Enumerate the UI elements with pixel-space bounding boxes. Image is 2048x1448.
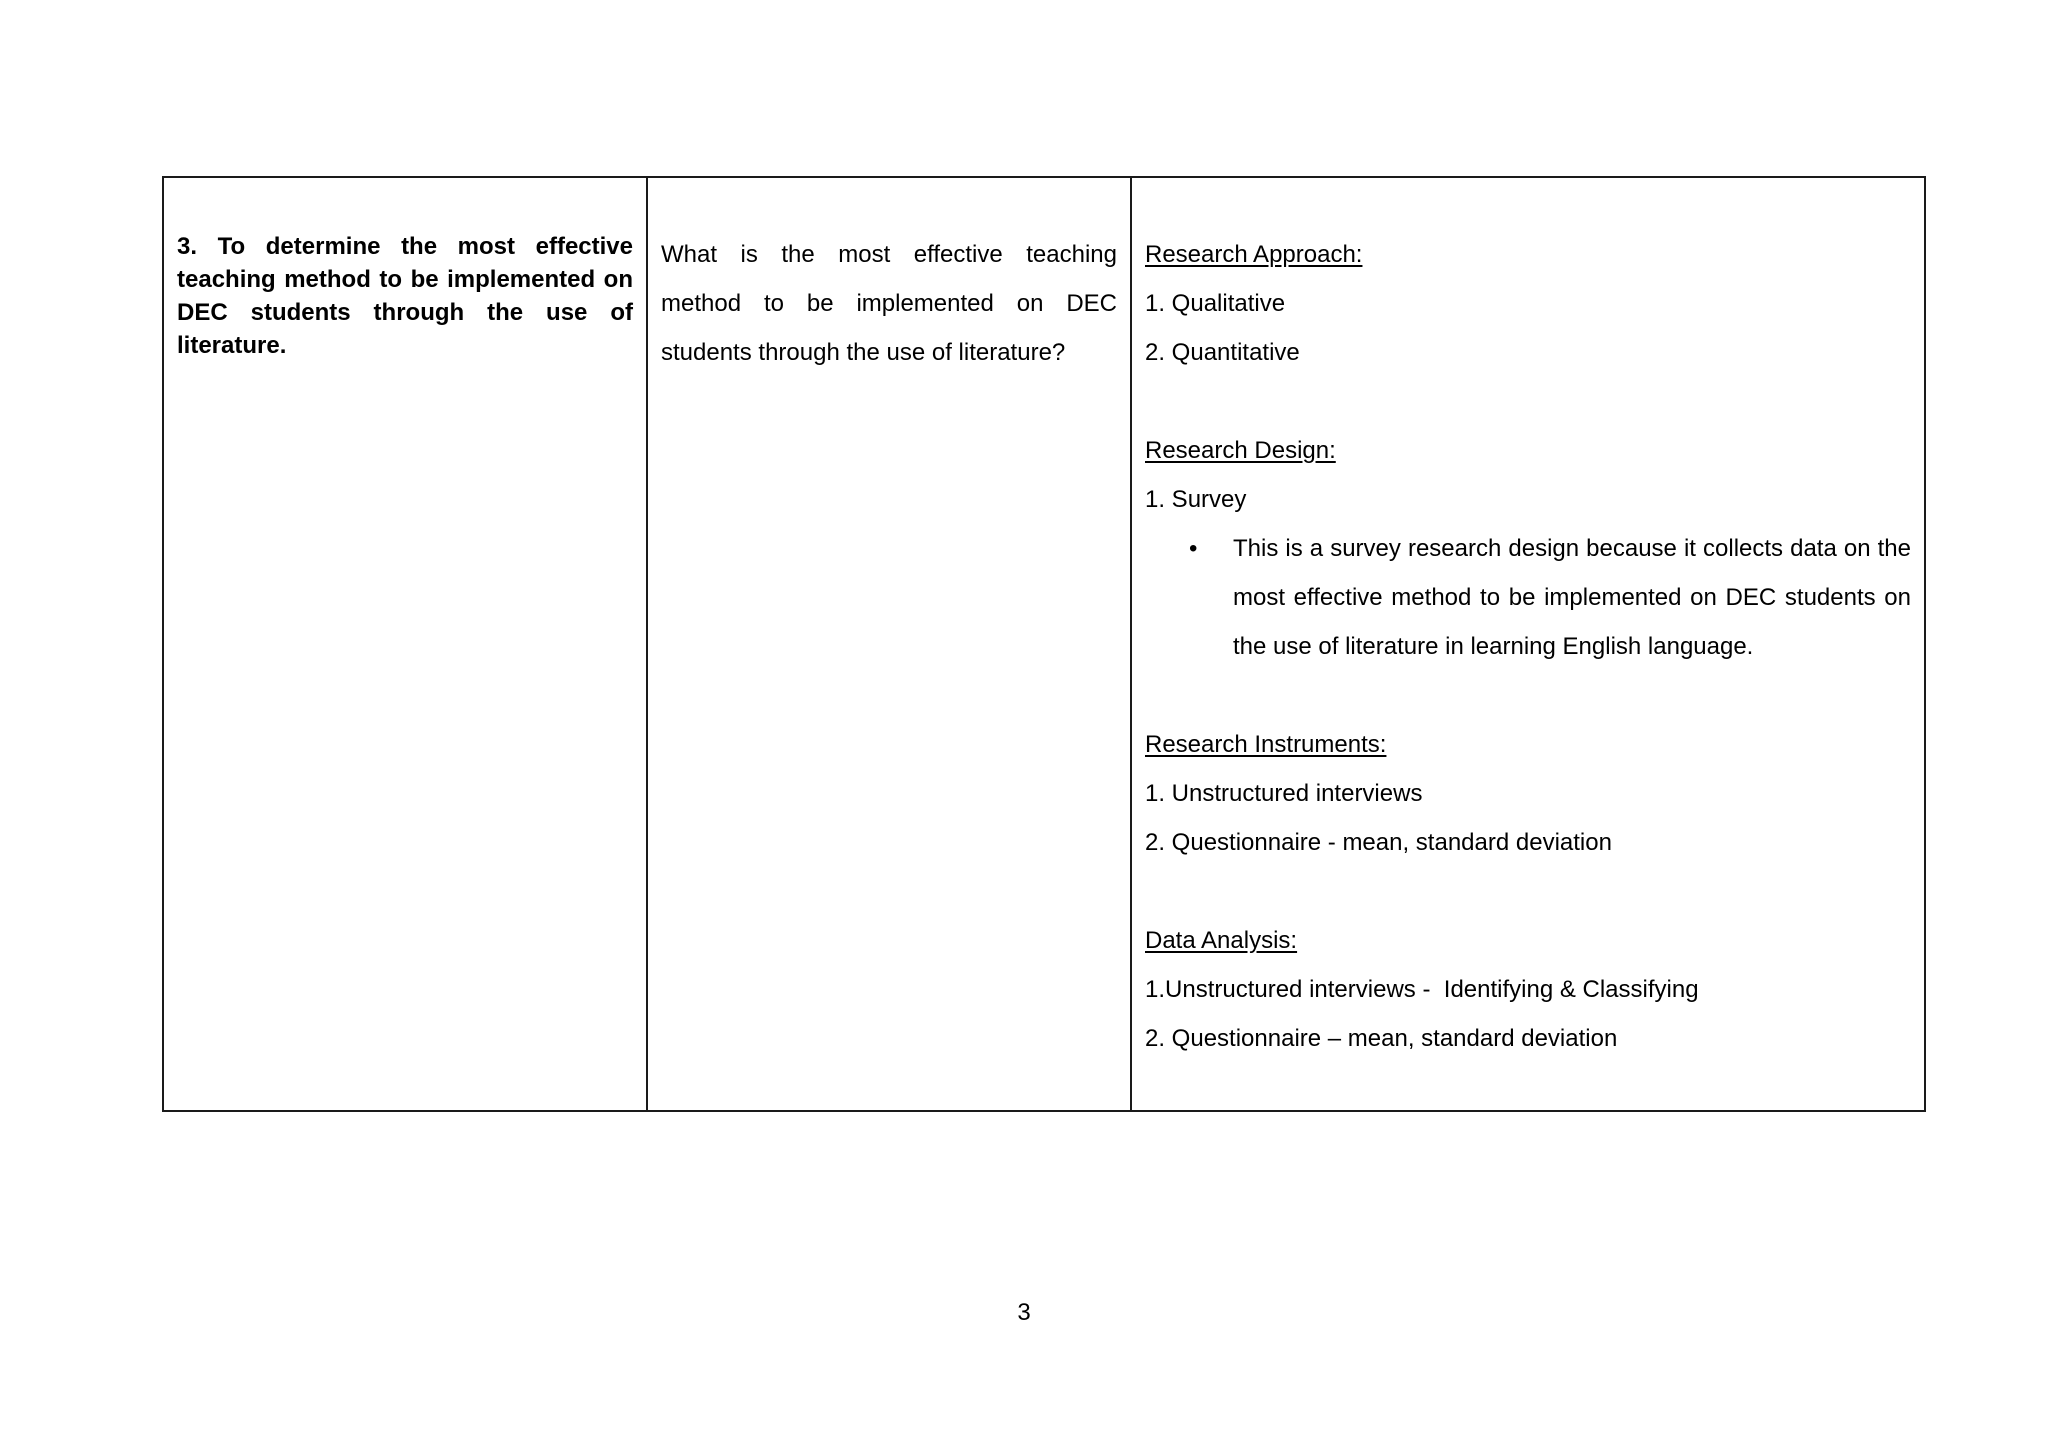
research-question-text: What is the most effective teaching method to be implemented on DEC students through the use of literature? bbox=[661, 241, 1117, 366]
bullet-icon: • bbox=[1189, 535, 1198, 562]
design-bullet bbox=[1145, 524, 1911, 671]
design-item: 1. Survey bbox=[1145, 486, 1247, 513]
research-instruments-section bbox=[1145, 720, 1911, 867]
research-approach-heading: Research Approach: bbox=[1145, 241, 1363, 268]
methodology-cell bbox=[1131, 177, 1925, 1111]
data-analysis-heading: Data Analysis: bbox=[1145, 927, 1298, 954]
page-number: 3 bbox=[1017, 1299, 1031, 1326]
approach-item: 1. Qualitative bbox=[1145, 290, 1286, 317]
section-spacer bbox=[1145, 671, 1911, 720]
research-design-heading: Research Design: bbox=[1145, 437, 1336, 464]
approach-item: 2. Quantitative bbox=[1145, 339, 1300, 366]
instrument-item: 1. Unstructured interviews bbox=[1145, 780, 1423, 807]
section-spacer bbox=[1145, 377, 1911, 426]
research-approach-section bbox=[1145, 230, 1911, 377]
analysis-item: 1.Unstructured interviews - Identifying & Classifying bbox=[1145, 976, 1699, 1003]
table-row bbox=[163, 177, 1925, 1111]
objective-text: 3. To determine the most effective teaching method to be implemented on DEC students through the use of literature. bbox=[177, 233, 633, 359]
analysis-item: 2. Questionnaire – mean, standard deviation bbox=[1145, 1025, 1618, 1052]
research-instruments-heading: Research Instruments: bbox=[1145, 731, 1387, 758]
research-design-section bbox=[1145, 426, 1911, 671]
instrument-item: 2. Questionnaire - mean, standard deviation bbox=[1145, 829, 1612, 856]
data-analysis-section bbox=[1145, 916, 1911, 1063]
research-question-cell bbox=[647, 177, 1131, 1111]
objective-cell bbox=[163, 177, 647, 1111]
section-spacer bbox=[1145, 867, 1911, 916]
methodology-table bbox=[162, 176, 1926, 1112]
design-bullet-text: This is a survey research design because it collects data on the most effective method to be implemented on DEC students on the use of literature in learning English language. bbox=[1233, 535, 1911, 660]
